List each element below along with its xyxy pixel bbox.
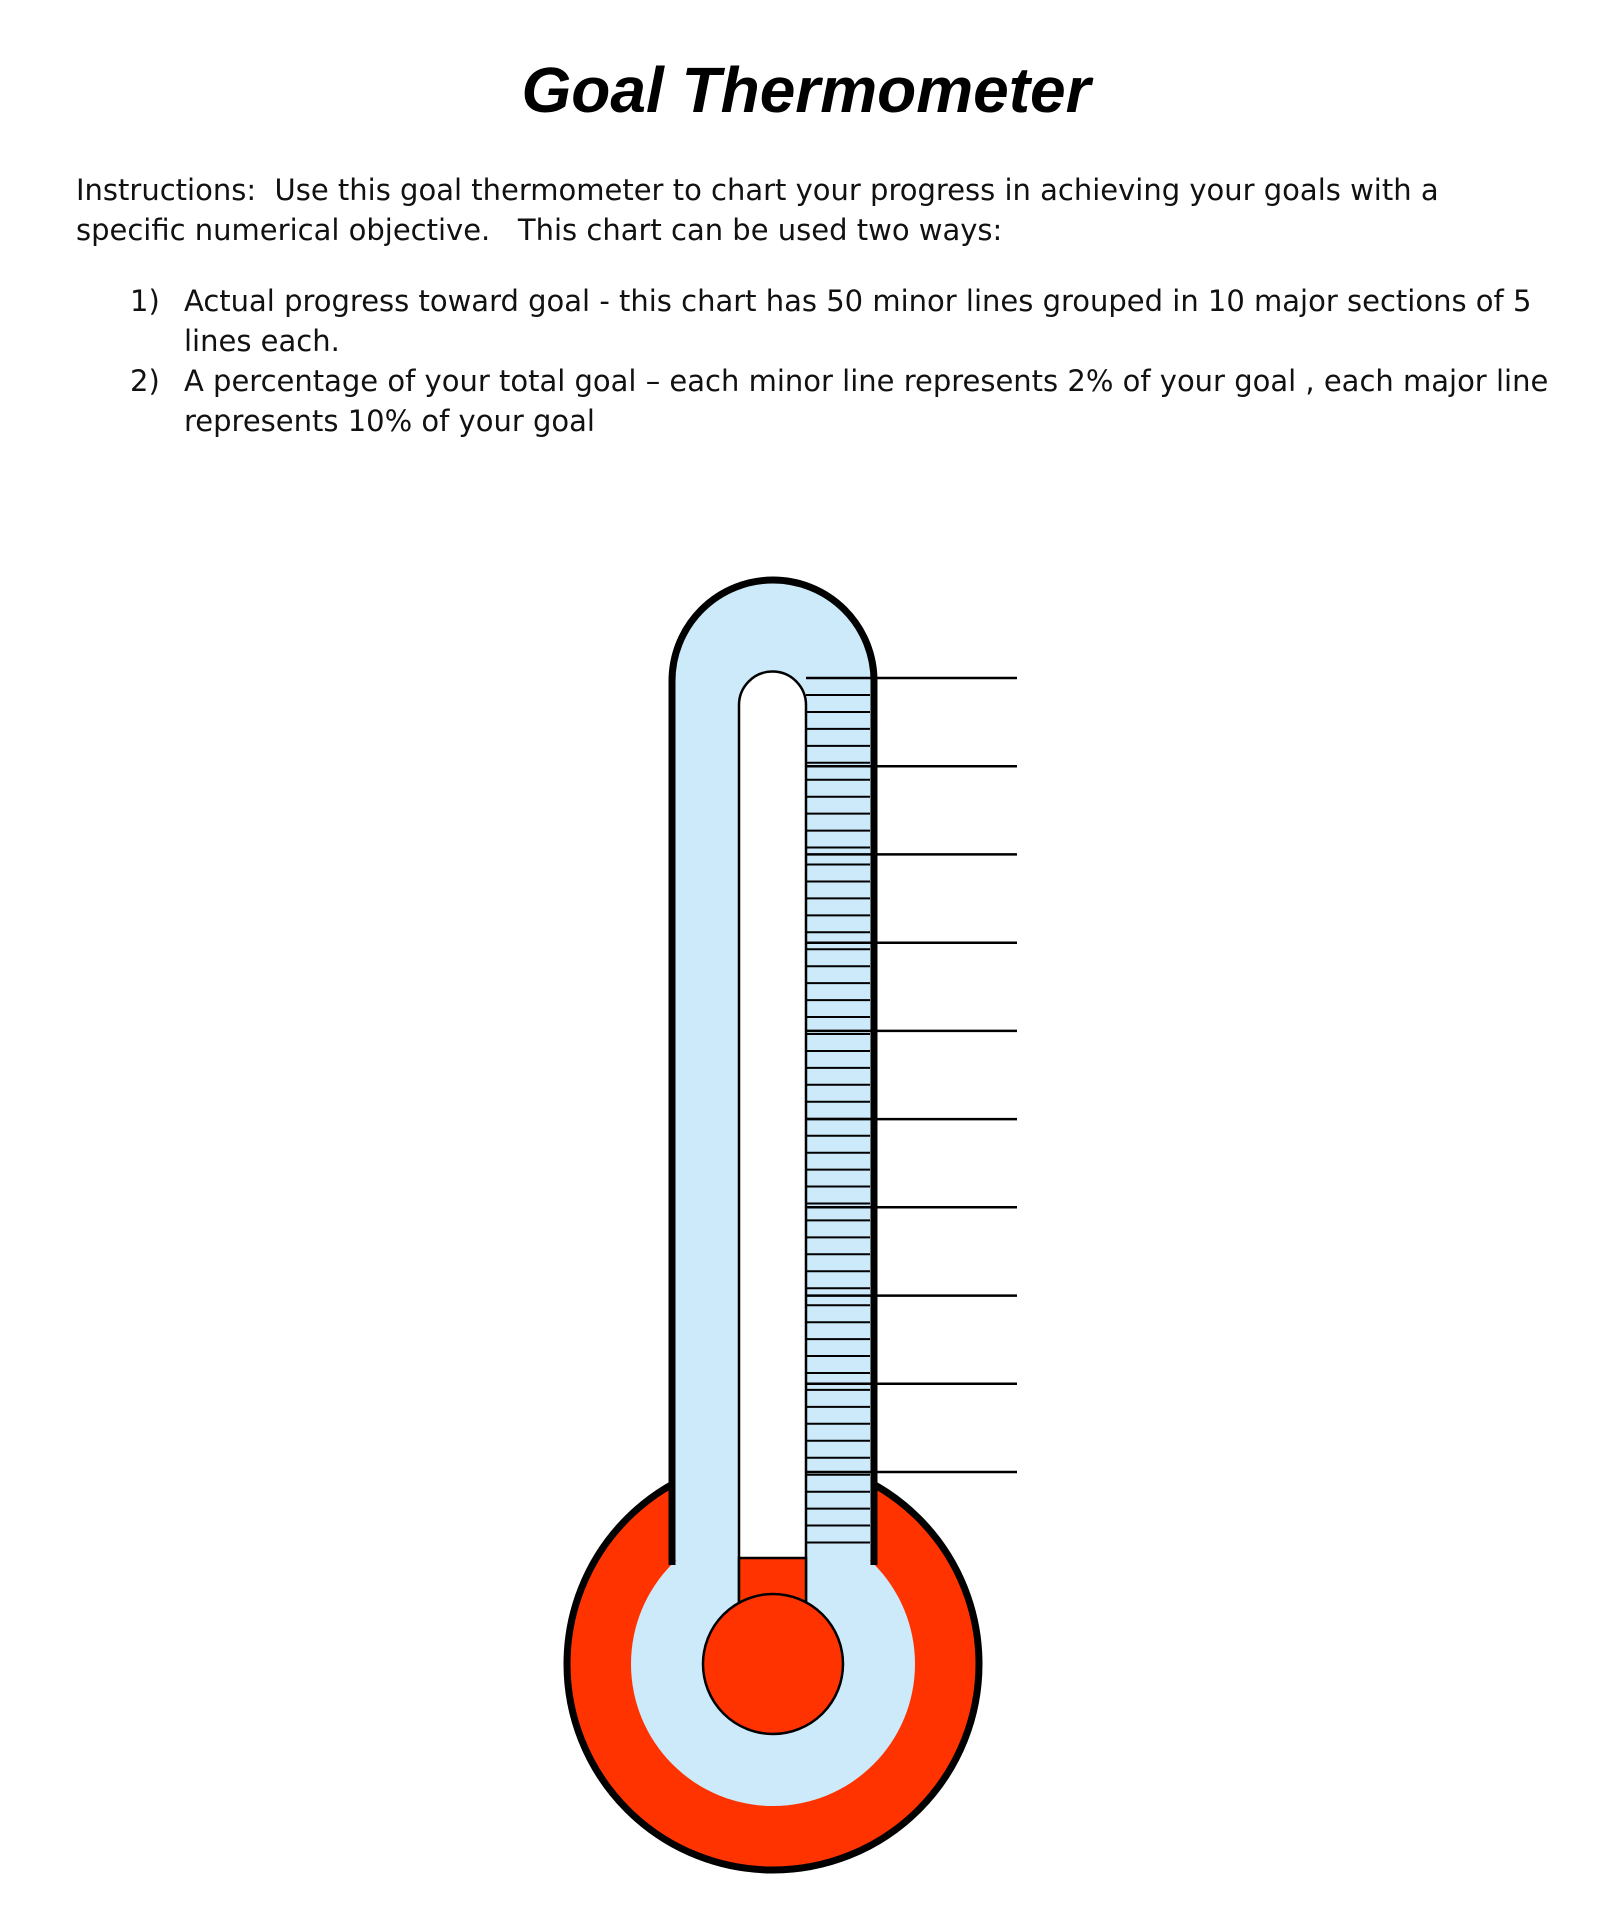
usage-item-number: 2) [130, 364, 160, 398]
usage-item-text: A percentage of your total goal – each minor line represents 2% of your goal , each major line represents 10% of your goal [184, 364, 1549, 438]
usage-item-text: Actual progress toward goal - this chart has 50 minor lines grouped in 10 major sections of 5 lines each. [184, 284, 1532, 358]
thermometer-column [739, 672, 806, 1604]
usage-item-number: 1) [130, 284, 160, 318]
page-title: Goal Thermometer [521, 54, 1091, 126]
thermometer-bulb-center [703, 1594, 843, 1734]
instructions-text: Instructions: Use this goal thermometer to chart your progress in achieving your goals with a specific numerical objective. This chart can be used two ways: [76, 173, 1448, 247]
